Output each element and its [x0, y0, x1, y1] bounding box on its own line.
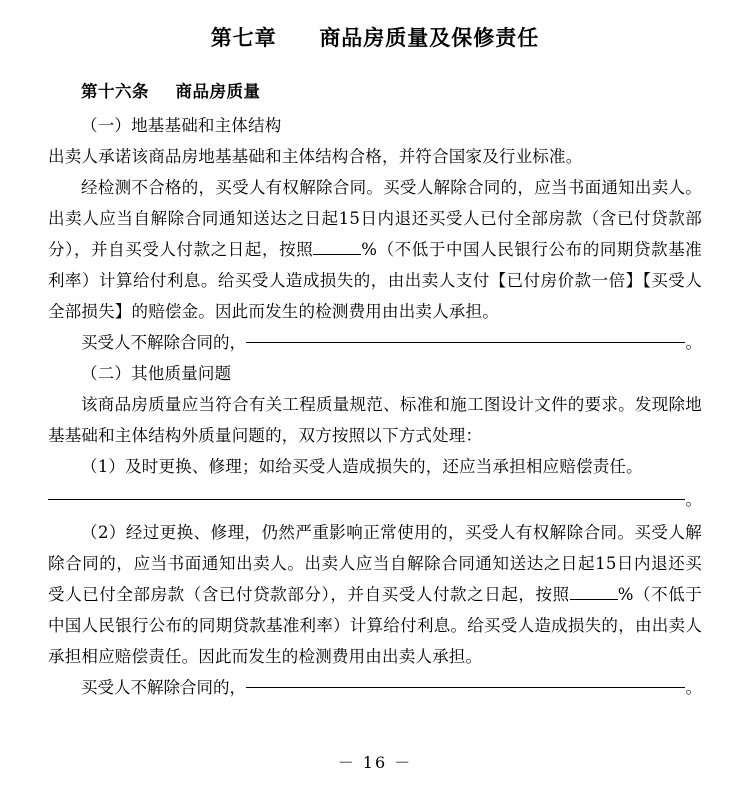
- section-1-paragraph-2: [48, 172, 702, 327]
- article-number: 第十六条: [81, 82, 149, 101]
- chapter-title-prefix: 第七章: [210, 25, 277, 50]
- section-1-paragraph-3: 买受人不解除合同的，: [81, 333, 246, 352]
- section-2-item-2-text-a: （2）经过更换、修理，仍然严重影响正常使用的，买受人有权解除合同。买受人解除合同的，应当书面通知出卖人。出卖人应当自解除合同通知送达之日起15日内退还买受人已付全部房款（含已付贷款部分），并自买受人付款之日起，按照: [48, 523, 702, 604]
- fill-in-blank-line-3[interactable]: [246, 687, 685, 688]
- section-1-paragraph-2-text-b: %（不低于中国人民银行公布的同期贷款基准利率）计算给付利息。给买受人造成损失的，由出卖人支付【已付房价款一倍】【买受人全部损失】的赔偿金。因此而发生的检测费用由出卖人承担。: [48, 240, 702, 321]
- article-heading: [48, 78, 702, 102]
- section-2-paragraph-1: 该商品房质量应当符合有关工程质量规范、标准和施工图设计文件的要求。发现除地基基础和主体结构外质量问题的，双方按照以下方式处理：: [48, 395, 702, 445]
- section-1-heading: （一）地基基础和主体结构: [81, 116, 282, 135]
- fill-in-blank-line-1[interactable]: [246, 342, 685, 343]
- page-number: － 16 －: [337, 753, 413, 772]
- section-1-paragraph-2-text-a: 经检测不合格的，买受人有权解除合同。买受人解除合同的，应当书面通知出卖人。出卖人应当自解除合同通知送达之日起15日内退还买受人已付全部房款（含已付贷款部分），并自买受人付款之日起，按照: [48, 178, 702, 259]
- document-page: [0, 22, 750, 787]
- section-1-paragraph-1: 出卖人承诺该商品房地基基础和主体结构合格，并符合国家及行业标准。: [48, 147, 583, 166]
- interest-rate-blank-2[interactable]: [570, 599, 618, 600]
- chapter-title: [48, 22, 702, 52]
- period-mark-2: 。: [685, 490, 702, 509]
- blank-line-row-2: [48, 484, 702, 515]
- period-mark-3: 。: [685, 678, 702, 697]
- section-2-heading: （二）其他质量问题: [81, 364, 232, 383]
- chapter-title-main: 商品房质量及保修责任: [319, 25, 540, 50]
- section-1-paragraph-3-row: [48, 327, 702, 358]
- article-title: 商品房质量: [175, 82, 261, 101]
- fill-in-blank-line-2[interactable]: [48, 499, 685, 500]
- section-2-paragraph-last-row: [48, 672, 702, 703]
- section-2-item-2: [48, 517, 702, 672]
- section-2-item-2-text-b: %（不低于中国人民银行公布的同期贷款基准利率）计算给付利息。给买受人造成损失的，由出卖人承担相应赔偿责任。因此而发生的检测费用由出卖人承担。: [48, 585, 702, 666]
- section-2-item-1: （1）及时更换、修理；如给买受人造成损失的，还应当承担相应赔偿责任。: [81, 457, 643, 476]
- period-mark-1: 。: [685, 333, 702, 352]
- interest-rate-blank-1[interactable]: [313, 254, 361, 255]
- section-2-paragraph-last: 买受人不解除合同的，: [81, 678, 246, 697]
